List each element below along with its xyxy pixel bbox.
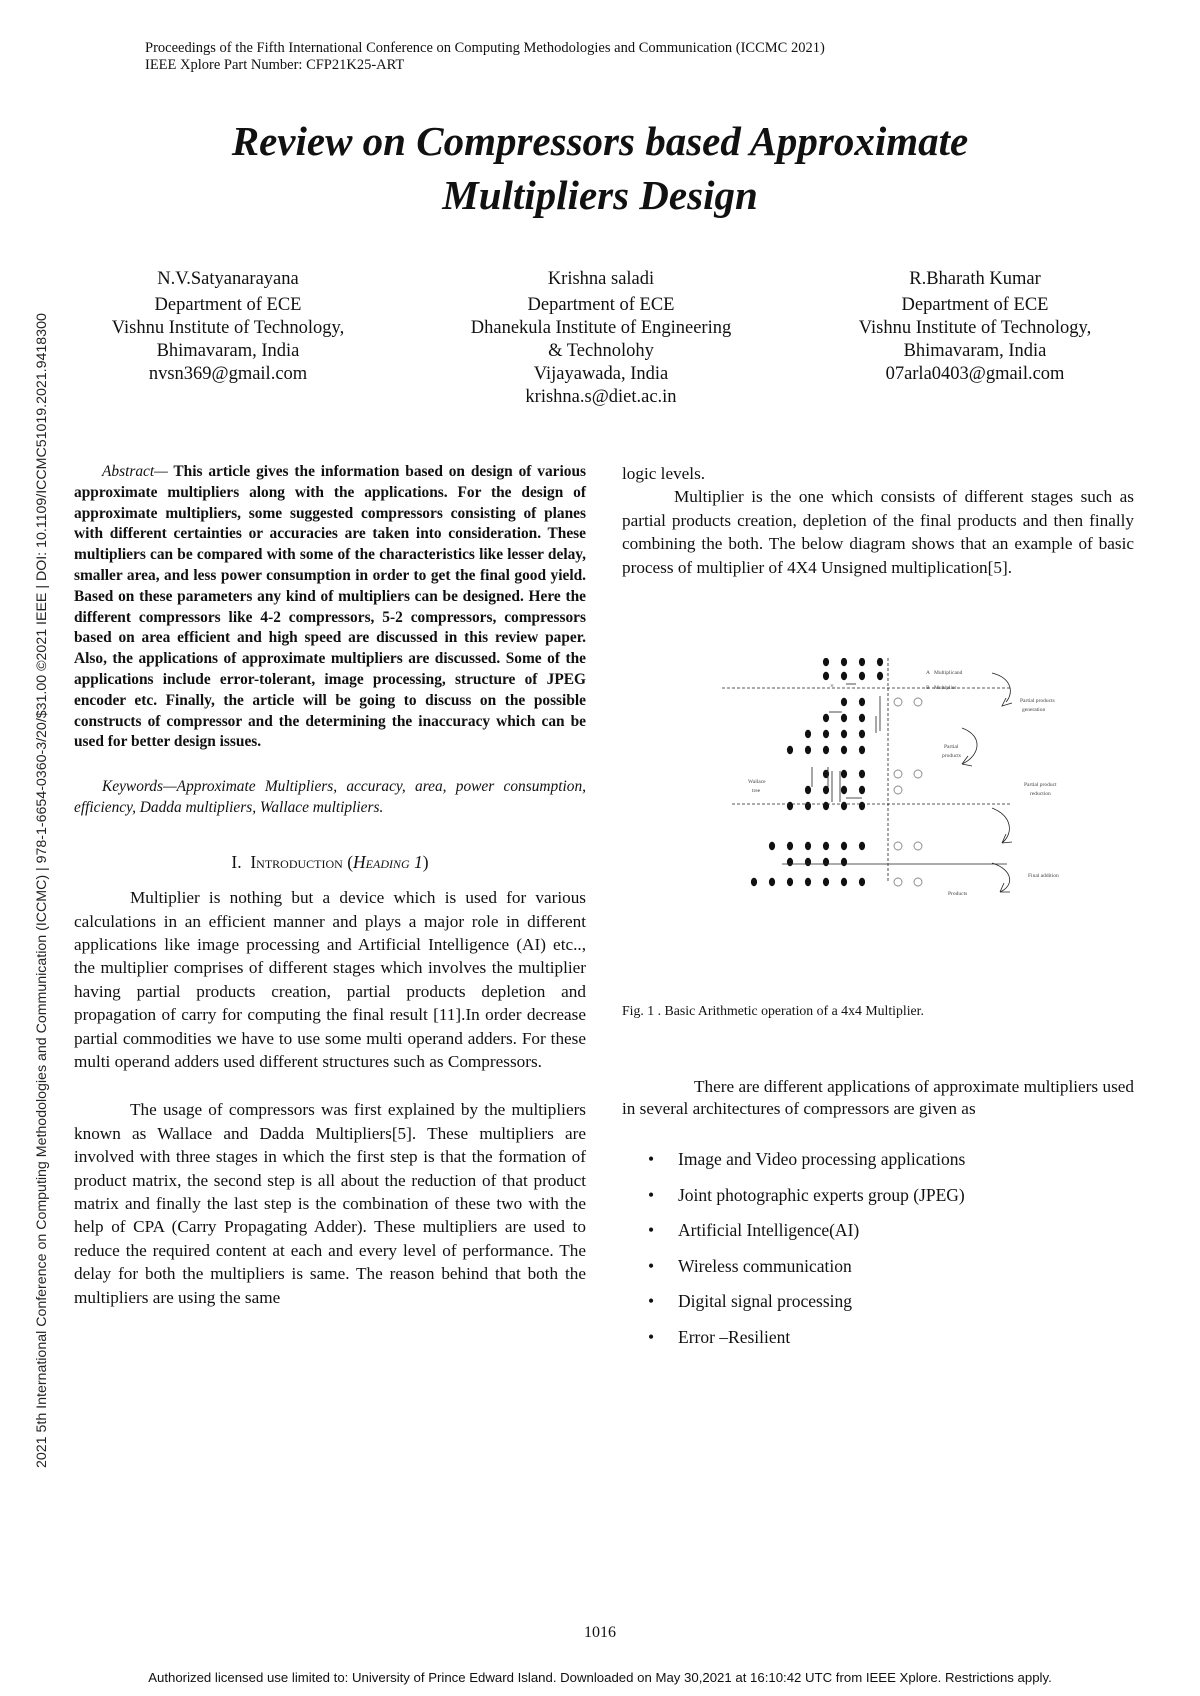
bit-dot <box>805 802 811 810</box>
keywords: Keywords—Approximate Multipliers, accuracy, area, power consumption, efficiency, Dadda multipliers, Wallace multipliers. <box>74 778 586 816</box>
label-a: A <box>926 670 930 676</box>
author-email: 07arla0403@gmail.com <box>885 364 1065 384</box>
bit-dot <box>841 714 847 722</box>
bit-dot <box>859 730 865 738</box>
author-block <box>451 268 751 409</box>
bit-dot <box>859 770 865 778</box>
carry-ring <box>914 878 922 886</box>
multiplier-paragraph: Multiplier is the one which consists of different stages such as partial products creation, depletion of the final products and then finally combining the both. The below diagram shows that an example of basic process of multiplier of 4X4 Unsigned multiplication[5]. <box>622 487 1134 577</box>
right-column <box>622 462 1134 579</box>
bit-dot <box>823 746 829 754</box>
bit-dot <box>751 878 757 886</box>
author-email: nvsn369@gmail.com <box>148 364 308 384</box>
bit-dot <box>877 672 883 680</box>
label-partial-products-generation-2: generation <box>1022 707 1046 713</box>
bit-dot <box>841 672 847 680</box>
abstract-label: Abstract— <box>102 463 168 480</box>
bit-dot <box>787 878 793 886</box>
list-item: • Image and Video processing applications <box>648 1148 1128 1184</box>
bit-dot <box>841 786 847 794</box>
bit-dot <box>841 842 847 850</box>
bit-dot <box>769 878 775 886</box>
carry-ring <box>894 842 902 850</box>
bit-dot <box>859 714 865 722</box>
bit-dot <box>859 658 865 666</box>
label-b: B <box>926 685 930 691</box>
xplore-part-number: IEEE Xplore Part Number: CFP21K25-ART <box>145 57 405 73</box>
abstract <box>74 462 586 753</box>
flow-arrow <box>992 673 1010 702</box>
bit-dot <box>787 802 793 810</box>
section-note: Heading 1 <box>353 851 423 872</box>
label-final-addition: Final addition <box>1028 873 1059 879</box>
page-number: 1016 <box>584 1624 616 1641</box>
list-item: • Wireless communication <box>648 1255 1128 1291</box>
bit-dot <box>823 802 829 810</box>
figure-labels <box>748 670 1059 897</box>
figure-rings <box>894 698 922 886</box>
conference-header: Proceedings of the Fifth International Conference on Computing Methodologies and Communication (ICCMC 2021) <box>145 40 825 56</box>
multiplier-figure <box>722 658 1122 938</box>
abstract-text: This article gives the information based on design of various approximate multipliers along with the applications. For the design of approximate multipliers, some suggested compressors consisting of planes with different certainties or accuracies are taken into consideration. These multipliers can be compared with some of the characteristics like lesser delay, smaller area, and less power consumption in order to get the final good yield. Based on these parameters any kind of multipliers can be designed. Here the different compressors like 4-2 compressors, 5-2 compressors, compressors based on area efficient and high speed are discussed in this review paper. Also, the applications of approximate multipliers are discussed. Some of the applications include error-tolerant, image processing, structure of JPEG encoder etc. Finally, the article will be going to discuss on the possible constructs of compressor and the determining the inaccuracy which can be used for better design issues. <box>74 463 586 751</box>
flow-arrow <box>962 728 977 764</box>
bit-dot <box>805 878 811 886</box>
bit-dot <box>823 714 829 722</box>
label-partial-products-1: Partial <box>944 744 959 750</box>
author-institution-cont: & Technolohy <box>548 341 654 361</box>
bit-dot <box>787 746 793 754</box>
carry-ring <box>914 698 922 706</box>
bit-dot <box>841 730 847 738</box>
label-products: Products <box>948 891 968 897</box>
section-title: Introduction <box>250 851 343 872</box>
label-wallace-tree-2: tree <box>752 788 761 794</box>
times-sign: × <box>830 682 834 690</box>
bit-dot <box>823 858 829 866</box>
label-multiplicand: Multiplicand <box>934 670 963 676</box>
flow-arrow <box>992 808 1009 843</box>
intro-paragraph-1: Multiplier is nothing but a device which is used for various calculations in an efficient manner and plays a major role in different applications like image processing and Artificial Intelligence (AI) etc.., the multiplier comprises of different stages which involves the multiplier having partial products creation, partial products depletion and propagation of carry for computing the final result [11].In order decrease partial commodities we have to use some multi operand adders. For these multi operand adders used different structures such as Compressors. <box>74 888 586 1071</box>
bit-dot <box>823 658 829 666</box>
paper-title-line-2: Multipliers Design <box>442 172 758 218</box>
bit-dot <box>787 842 793 850</box>
bit-dot <box>859 842 865 850</box>
bit-dot <box>787 858 793 866</box>
author-institution: Vishnu Institute of Technology, <box>858 318 1092 338</box>
left-column <box>74 462 586 1309</box>
applications-intro-text: There are different applications of approximate multipliers used in several architectures of compressors are given as <box>622 1077 1134 1118</box>
carry-ring <box>894 770 902 778</box>
bit-dot <box>805 842 811 850</box>
bit-dot <box>823 672 829 680</box>
bit-dot <box>769 842 775 850</box>
paper-title-line-1: Review on Compressors based Approximate <box>231 118 969 164</box>
author-block <box>825 268 1125 386</box>
bit-dot <box>841 858 847 866</box>
author-name: Krishna saladi <box>547 269 655 289</box>
label-partial-product-reduction-1: Partial product <box>1024 782 1057 788</box>
bit-dot <box>823 730 829 738</box>
bit-dot <box>841 878 847 886</box>
bit-dot <box>823 878 829 886</box>
carry-ring <box>894 786 902 794</box>
flow-arrow <box>992 863 1010 892</box>
author-location: Bhimavaram, India <box>903 341 1047 361</box>
list-item: • Joint photographic experts group (JPEG) <box>648 1184 1128 1220</box>
author-location: Bhimavaram, India <box>156 341 300 361</box>
carry-ring <box>894 698 902 706</box>
flow-arrow-head <box>1002 698 1012 706</box>
bit-dot <box>841 770 847 778</box>
label-partial-products-generation-1: Partial products <box>1020 698 1055 704</box>
carry-ring <box>894 878 902 886</box>
bit-dot <box>805 786 811 794</box>
bracket-mark <box>832 771 840 802</box>
license-footer: Authorized licensed use limited to: University of Prince Edward Island. Downloaded on May 30,2021 at 16:10:42 UTC from IEEE Xplore. Restrictions apply. <box>148 1670 1052 1685</box>
author-name: R.Bharath Kumar <box>909 269 1041 289</box>
doi-sidebar: 2021 5th International Conference on Computing Methodologies and Communication (ICCMC) | 978-1-6654-0360-3/20/$31.00 ©2021 IEEE | DOI: 10.1109/ICCMC51019.2021.9418300 <box>34 313 50 1468</box>
figure-dots <box>751 658 883 886</box>
bit-dot <box>841 802 847 810</box>
applications-intro <box>622 1076 1134 1119</box>
list-item: • Artificial Intelligence(AI) <box>648 1219 1128 1255</box>
figure-lines <box>722 658 1012 892</box>
author-email: krishna.s@diet.ac.in <box>525 387 677 407</box>
bit-dot <box>859 698 865 706</box>
author-department: Department of ECE <box>527 295 675 315</box>
section-number: I. <box>231 851 242 872</box>
label-partial-product-reduction-2: reduction <box>1030 791 1051 797</box>
author-block <box>78 268 378 386</box>
label-wallace-tree-1: Wallace <box>748 779 766 785</box>
label-partial-products-2: products <box>942 753 961 759</box>
section-heading: I. Introduction (Heading 1) <box>231 851 429 872</box>
intro-paragraph-2: The usage of compressors was first explained by the multipliers known as Wallace and Dadda Multipliers[5]. These multipliers are involved with three stages in which the first step is that the formation of product matrix, the second step is all about the reduction of that product matrix and finally the last step is the combination of these two with the help of CPA (Carry Propagating Adder). These multipliers are used to reduce the required content at each and every level of performance. The delay for both the multipliers is same. The reason behind that both the multipliers are using the same <box>74 1100 586 1307</box>
bit-dot <box>859 746 865 754</box>
label-multiplier: Multiplier <box>934 685 957 691</box>
carry-ring <box>914 842 922 850</box>
carry-ring <box>914 770 922 778</box>
author-location: Vijayawada, India <box>533 364 669 384</box>
continued-text: logic levels. <box>622 464 706 483</box>
figure-caption: Fig. 1 . Basic Arithmetic operation of a 4x4 Multiplier. <box>622 1003 924 1018</box>
bit-dot <box>877 658 883 666</box>
bit-dot <box>805 730 811 738</box>
bit-dot <box>805 858 811 866</box>
bit-dot <box>805 746 811 754</box>
bit-dot <box>823 786 829 794</box>
author-department: Department of ECE <box>154 295 302 315</box>
applications-list <box>648 1148 1128 1362</box>
bit-dot <box>823 842 829 850</box>
bit-dot <box>841 746 847 754</box>
author-department: Department of ECE <box>901 295 1049 315</box>
bit-dot <box>859 672 865 680</box>
bit-dot <box>859 786 865 794</box>
list-item: • Digital signal processing <box>648 1290 1128 1326</box>
author-institution: Vishnu Institute of Technology, <box>111 318 345 338</box>
author-institution: Dhanekula Institute of Engineering <box>470 318 732 338</box>
bit-dot <box>859 802 865 810</box>
list-item: • Error –Resilient <box>648 1326 1128 1362</box>
bit-dot <box>841 658 847 666</box>
bit-dot <box>841 698 847 706</box>
bit-dot <box>859 878 865 886</box>
author-name: N.V.Satyanarayana <box>157 269 299 289</box>
